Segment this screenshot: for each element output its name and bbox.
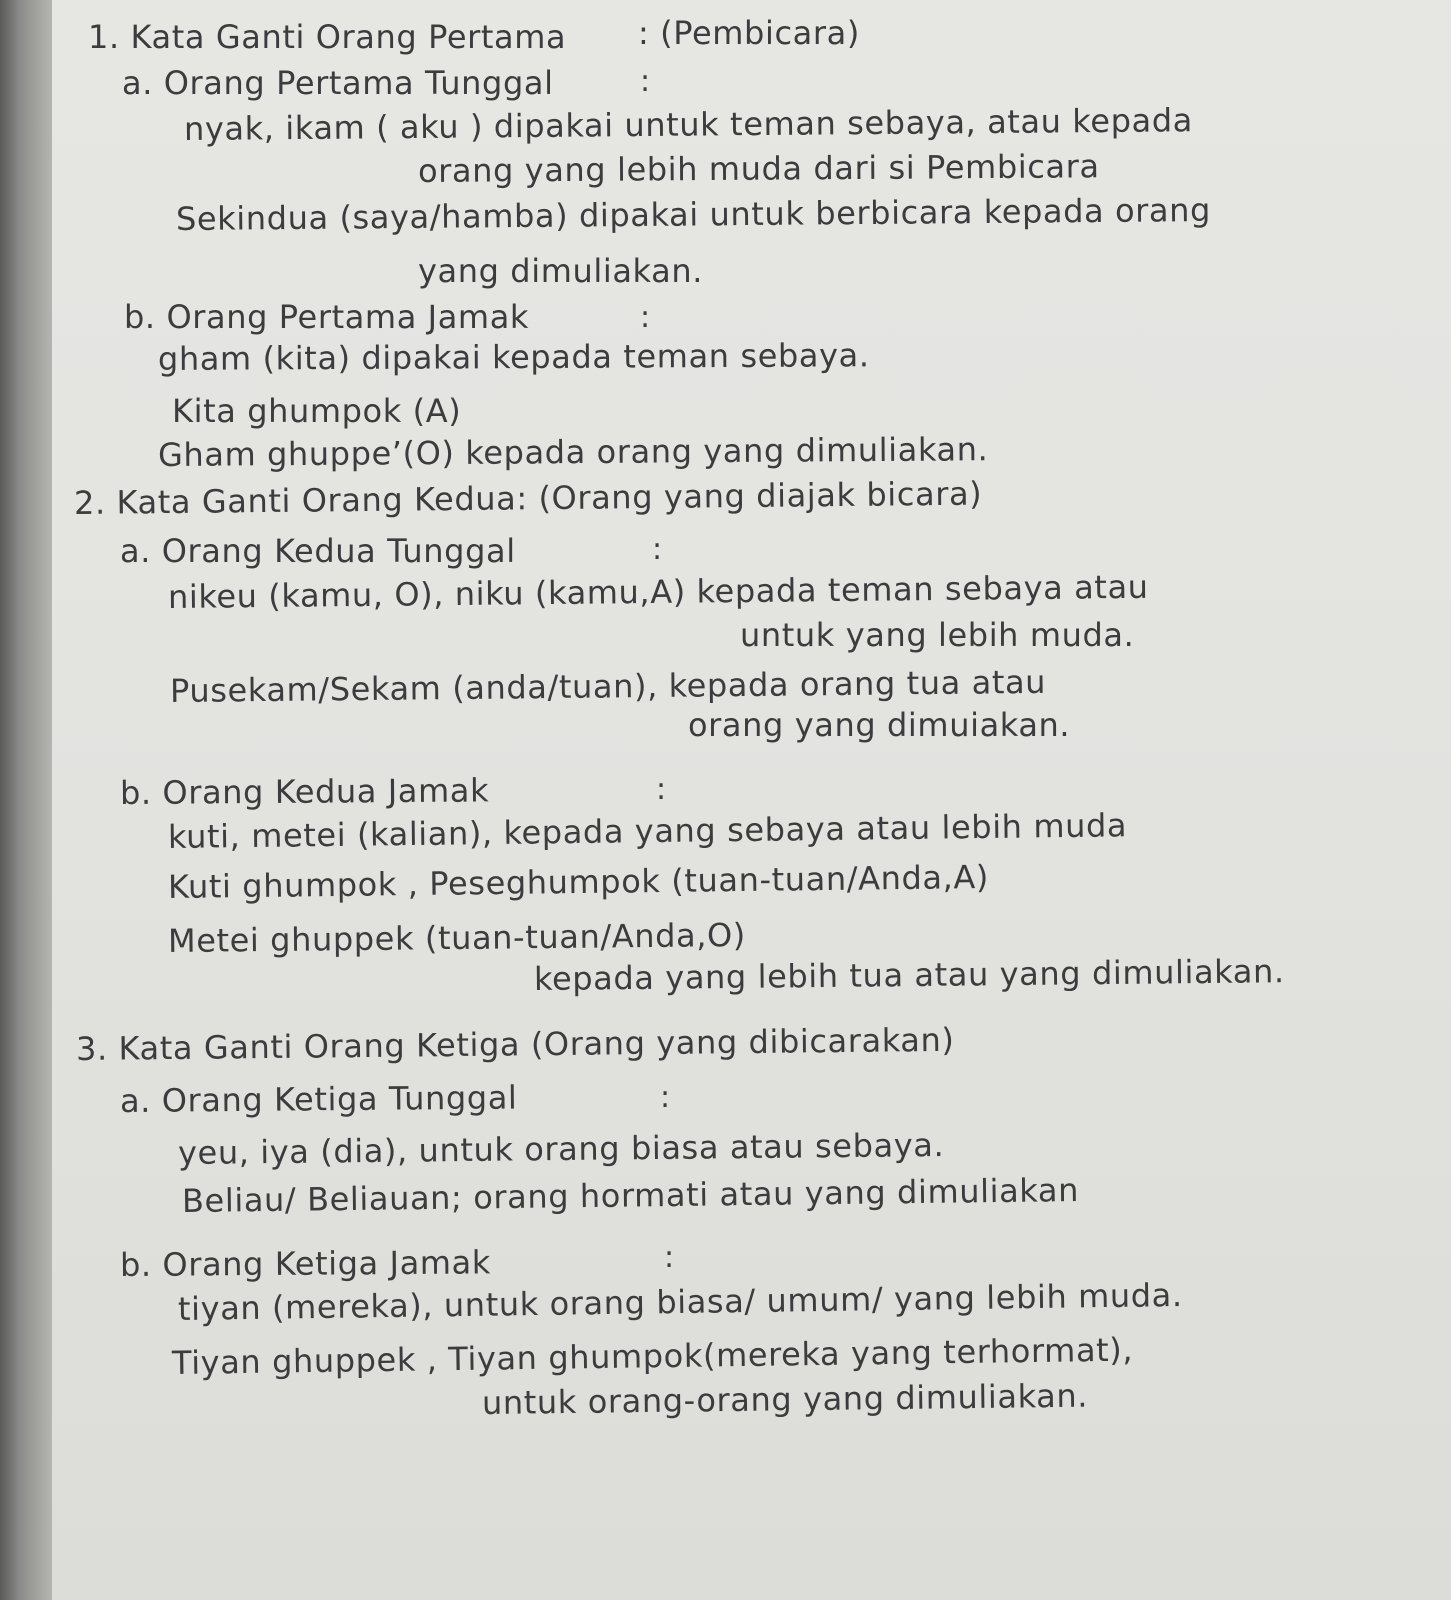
section-1-a-line-1: nyak, ikam ( aku ) dipakai untuk teman sebaya, atau kepada — [183, 101, 1194, 148]
section-3-sub-b: b. Orang Ketiga Jamak — [119, 1243, 492, 1284]
section-3-b-line-2: Tiyan ghuppek , Tiyan ghumpok(mereka yang terhormat), — [171, 1330, 1134, 1382]
section-2-b-line-3: Metei ghuppek (tuan-tuan/Anda,O) — [167, 915, 747, 960]
section-3-a-line-1: yeu, iya (dia), untuk orang biasa atau sebaya. — [177, 1125, 945, 1172]
section-3-sub-a: a. Orang Ketiga Tunggal — [119, 1078, 518, 1120]
section-3-a-line-2: Beliau/ Beliauan; orang hormati atau yang dimuliakan — [181, 1171, 1080, 1220]
section-1-a-line-2: orang yang lebih muda dari si Pembicara — [417, 147, 1100, 190]
section-1-b-line-2: Kita ghumpok (A) — [172, 392, 462, 430]
section-3-sub-a-colon: : — [660, 1080, 671, 1115]
section-1-a-line-3: Sekindua (saya/hamba) dipakai untuk berbicara kepada orang — [175, 190, 1212, 238]
section-2-sub-b: b. Orang Kedua Jamak — [119, 771, 490, 812]
section-1-sub-b: b. Orang Pertama Jamak — [124, 298, 530, 336]
section-3-heading: 3. Kata Ganti Orang Ketiga (Orang yang dibicarakan) — [75, 1020, 955, 1068]
section-2-sub-b-colon: : — [656, 772, 667, 807]
section-1-heading: 1. Kata Ganti Orang Pertama — [88, 18, 567, 56]
section-2-heading: 2. Kata Ganti Orang Kedua: (Orang yang diajak bicara) — [73, 474, 983, 522]
section-3-sub-b-colon: : — [664, 1240, 675, 1275]
section-2-a-line-2: untuk yang lebih muda. — [740, 616, 1135, 654]
section-2-b-line-1: kuti, metei (kalian), kepada yang sebaya atau lebih muda — [167, 806, 1128, 856]
section-1-sub-a: a. Orang Pertama Tunggal — [122, 64, 554, 102]
section-1-b-line-3: Gham ghuppe’(O) kepada orang yang dimuliakan. — [157, 430, 989, 474]
section-1-b-line-1: gham (kita) dipakai kepada teman sebaya. — [157, 336, 870, 378]
section-2-sub-a-colon: : — [652, 532, 663, 567]
section-3-b-line-1: tiyan (mereka), untuk orang biasa/ umum/ yang lebih muda. — [177, 1275, 1183, 1328]
book-spine-shadow — [0, 0, 52, 1600]
section-2-b-line-4: kepada yang lebih tua atau yang dimuliakan. — [533, 952, 1285, 998]
section-2-a-line-4: orang yang dimuiakan. — [688, 706, 1071, 744]
section-2-a-line-3: Pusekam/Sekam (anda/tuan), kepada orang tua atau — [169, 662, 1047, 710]
section-1-a-line-4: yang dimuliakan. — [418, 252, 703, 290]
section-1-sub-b-colon: : — [640, 300, 651, 335]
section-1-sub-a-colon: : — [640, 64, 651, 99]
section-2-b-line-2: Kuti ghumpok , Peseghumpok (tuan-tuan/Anda,A) — [167, 857, 990, 906]
section-2-a-line-1: nikeu (kamu, O), niku (kamu,A) kepada teman sebaya atau — [167, 567, 1149, 616]
section-3-b-line-3: untuk orang-orang yang dimuliakan. — [481, 1376, 1089, 1422]
section-1-heading-note: : (Pembicara) — [638, 14, 860, 52]
section-2-sub-a: a. Orang Kedua Tunggal — [120, 532, 516, 570]
